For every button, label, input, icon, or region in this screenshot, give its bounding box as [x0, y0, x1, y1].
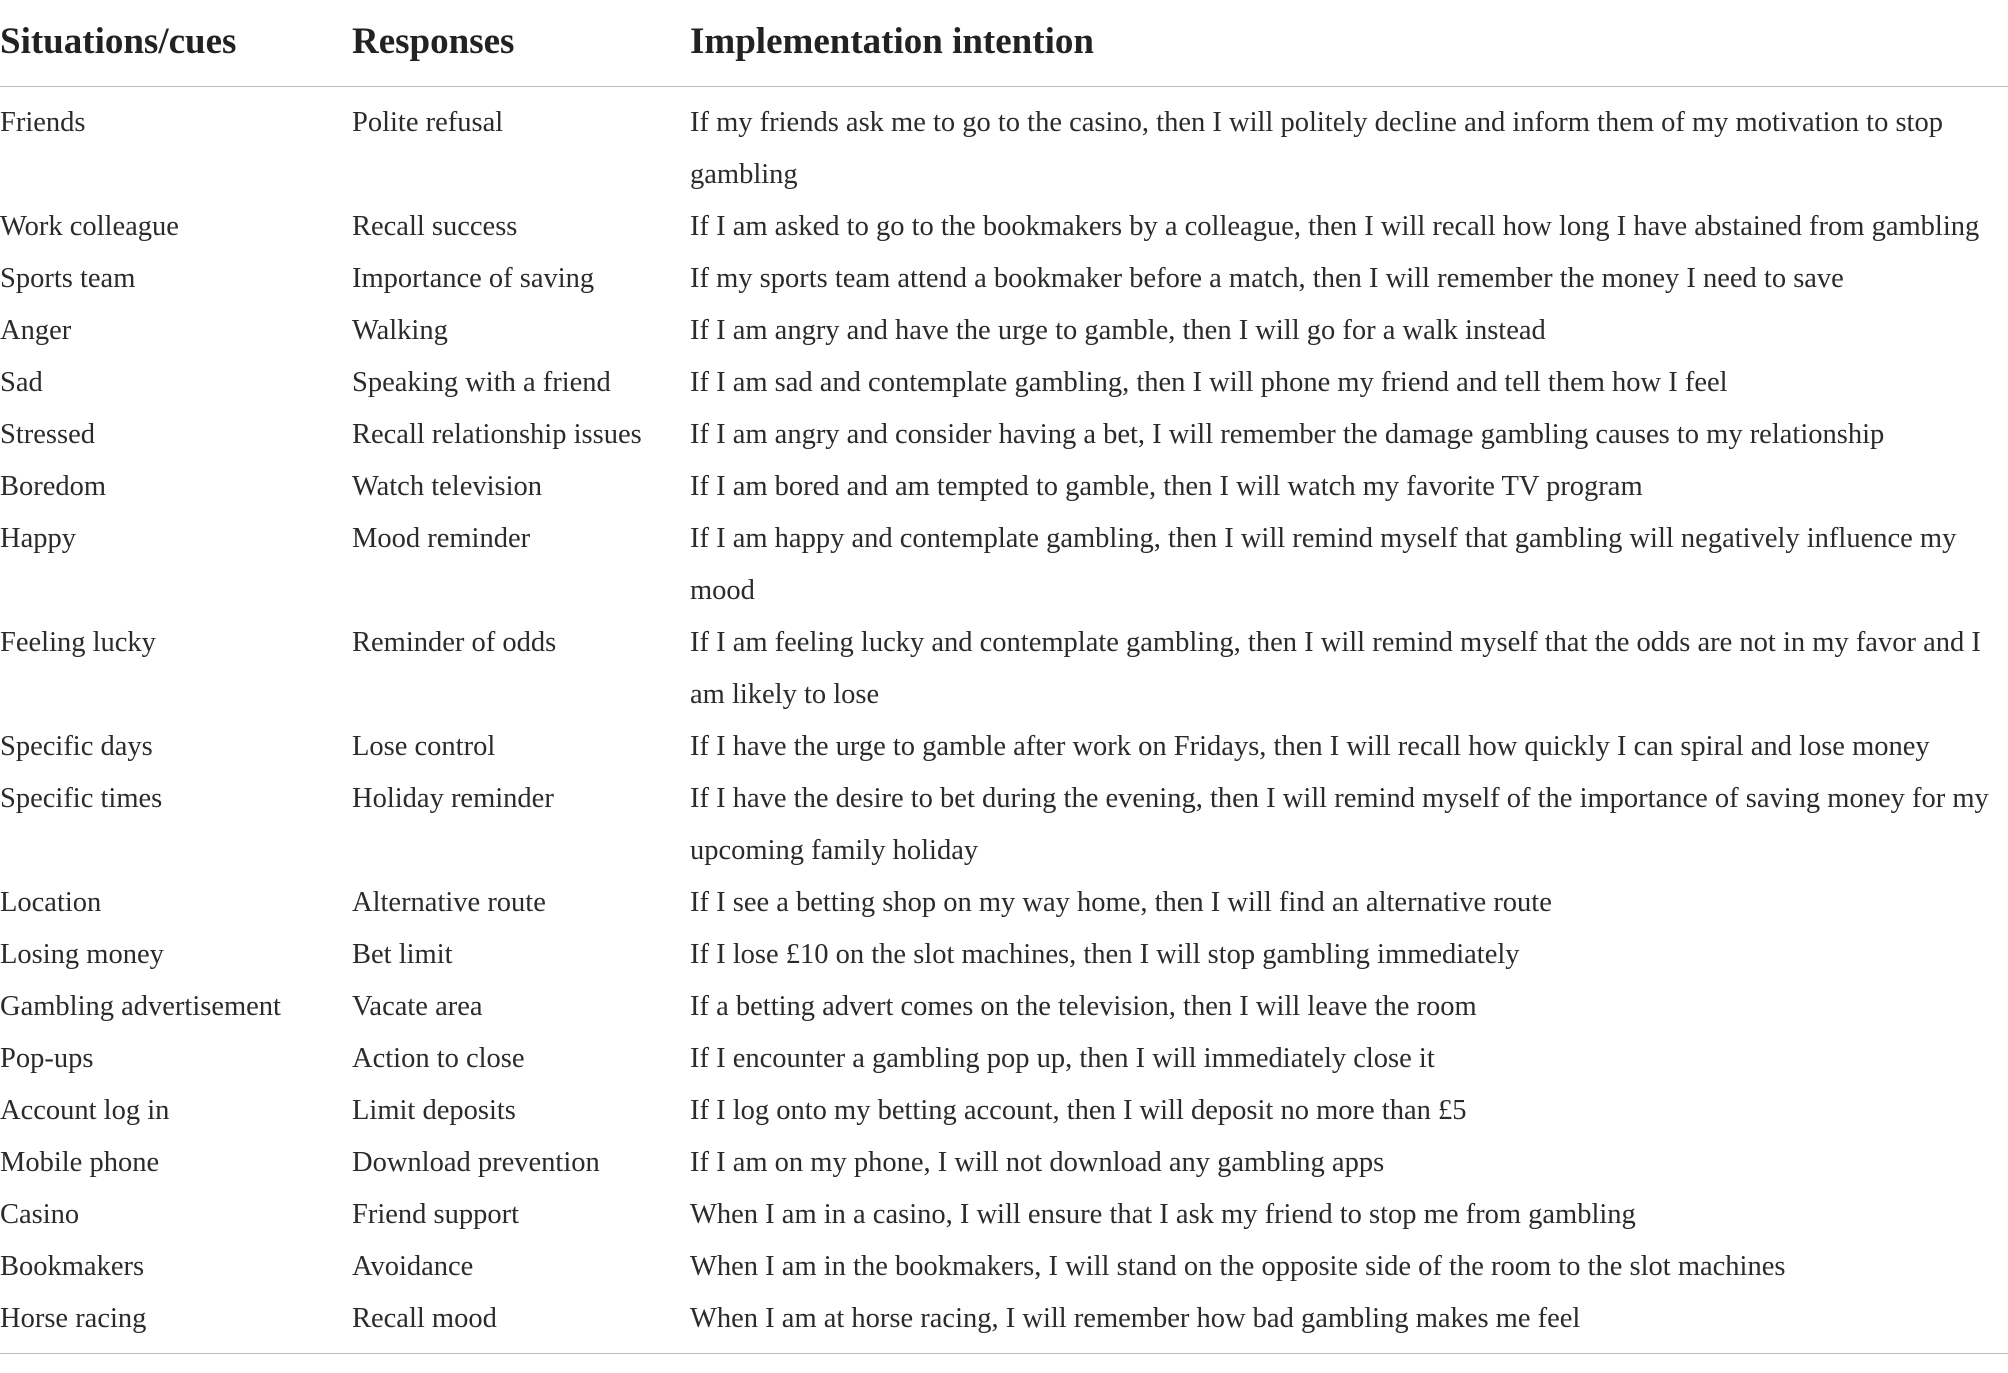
response-cell: Mood reminder — [352, 523, 531, 554]
response-cell: Download prevention — [352, 1147, 600, 1178]
situation-cell: Feeling lucky — [0, 627, 156, 658]
table-row — [0, 399, 2008, 451]
situation-cell: Location — [0, 887, 102, 918]
response-cell: Bet limit — [352, 939, 453, 970]
intention-cell: When I am in the bookmakers, I will stand on the opposite side of the room to the slot machines — [690, 1251, 1786, 1282]
situation-cell: Specific times — [0, 783, 163, 814]
situation-cell: Friends — [0, 107, 86, 138]
intention-cell: If I am bored and am tempted to gamble, then I will watch my favorite TV program — [690, 471, 1643, 502]
situation-cell: Account log in — [0, 1095, 170, 1126]
situation-cell: Bookmakers — [0, 1251, 145, 1282]
response-cell: Recall success — [352, 211, 518, 242]
response-cell: Polite refusal — [352, 107, 504, 138]
table-row — [0, 1075, 2008, 1127]
header-intention: Implementation intention — [690, 21, 1094, 62]
bottom-rule — [0, 1353, 2008, 1354]
intention-cell: When I am at horse racing, I will remember how bad gambling makes me feel — [690, 1303, 1581, 1334]
table-row — [0, 607, 2008, 711]
response-cell: Avoidance — [352, 1251, 474, 1282]
table-row — [0, 1283, 2008, 1335]
table-row — [0, 243, 2008, 295]
response-cell: Reminder of odds — [352, 627, 557, 658]
intention-cell: If I am feeling lucky and contemplate gambling, then I will remind myself that the odds are not in my favor and I am likely to lose — [690, 627, 1981, 710]
intention-cell: If I see a betting shop on my way home, then I will find an alternative route — [690, 887, 1552, 918]
situation-cell: Specific days — [0, 731, 153, 762]
response-cell: Recall mood — [352, 1303, 497, 1334]
table-row — [0, 1231, 2008, 1283]
response-cell: Friend support — [352, 1199, 520, 1230]
response-cell: Holiday reminder — [352, 783, 554, 814]
intention-cell: If I am asked to go to the bookmakers by a colleague, then I will recall how long I have abstained from gambling — [690, 211, 1980, 242]
table-row — [0, 763, 2008, 867]
table-row — [0, 971, 2008, 1023]
response-cell: Recall relationship issues — [352, 419, 642, 450]
table-row — [0, 867, 2008, 919]
response-cell: Importance of saving — [352, 263, 595, 294]
situation-cell: Mobile phone — [0, 1147, 160, 1178]
header-situations: Situations/cues — [0, 21, 237, 62]
situation-cell: Sports team — [0, 263, 136, 294]
header-responses: Responses — [352, 21, 515, 62]
response-cell: Walking — [352, 315, 448, 346]
response-cell: Action to close — [352, 1043, 525, 1074]
situation-cell: Casino — [0, 1199, 80, 1230]
response-cell: Vacate area — [352, 991, 483, 1022]
table-row — [0, 87, 2008, 191]
intention-cell: If I lose £10 on the slot machines, then I will stop gambling immediately — [690, 939, 1520, 970]
table-row — [0, 711, 2008, 763]
table-header — [0, 0, 2008, 87]
table-row — [0, 919, 2008, 971]
intention-cell: If a betting advert comes on the television, then I will leave the room — [690, 991, 1477, 1022]
response-cell: Lose control — [352, 731, 496, 762]
intention-cell: If I have the urge to gamble after work on Fridays, then I will recall how quickly I can spiral and lose money — [690, 731, 1930, 762]
situation-cell: Losing money — [0, 939, 164, 970]
table-row — [0, 1127, 2008, 1179]
intention-cell: If my friends ask me to go to the casino, then I will politely decline and inform them of my motivation to stop gambling — [690, 107, 1943, 190]
situation-cell: Anger — [0, 315, 72, 346]
situation-cell: Stressed — [0, 419, 95, 450]
situation-cell: Sad — [0, 367, 43, 398]
intention-cell: If I am sad and contemplate gambling, then I will phone my friend and tell them how I feel — [690, 367, 1728, 398]
intention-cell: If I am on my phone, I will not download any gambling apps — [690, 1147, 1385, 1178]
response-cell: Watch television — [352, 471, 543, 502]
table-row — [0, 1179, 2008, 1231]
table-row — [0, 1023, 2008, 1075]
intention-cell: If I encounter a gambling pop up, then I will immediately close it — [690, 1043, 1435, 1074]
response-cell: Speaking with a friend — [352, 367, 611, 398]
intention-cell: If I am angry and have the urge to gamble, then I will go for a walk instead — [690, 315, 1546, 346]
intention-cell: If I log onto my betting account, then I will deposit no more than £5 — [690, 1095, 1467, 1126]
situation-cell: Happy — [0, 523, 76, 554]
situation-cell: Boredom — [0, 471, 107, 502]
intention-cell: When I am in a casino, I will ensure that I ask my friend to stop me from gambling — [690, 1199, 1636, 1230]
intention-cell: If I am happy and contemplate gambling, then I will remind myself that gambling will negatively influence my mood — [690, 523, 1957, 606]
situation-cell: Gambling advertisement — [0, 991, 281, 1022]
table-row — [0, 503, 2008, 607]
intention-cell: If my sports team attend a bookmaker before a match, then I will remember the money I need to save — [690, 263, 1844, 294]
situation-cell: Horse racing — [0, 1303, 147, 1334]
intention-cell: If I have the desire to bet during the evening, then I will remind myself of the importance of saving money for my upcoming family holiday — [690, 783, 1989, 866]
response-cell: Alternative route — [352, 887, 546, 918]
situation-cell: Work colleague — [0, 211, 179, 242]
table-row — [0, 347, 2008, 399]
situation-cell: Pop-ups — [0, 1043, 94, 1074]
intention-cell: If I am angry and consider having a bet, I will remember the damage gambling causes to my relationship — [690, 419, 1885, 450]
table-row — [0, 451, 2008, 503]
table-row — [0, 295, 2008, 347]
table-row — [0, 191, 2008, 243]
response-cell: Limit deposits — [352, 1095, 516, 1126]
